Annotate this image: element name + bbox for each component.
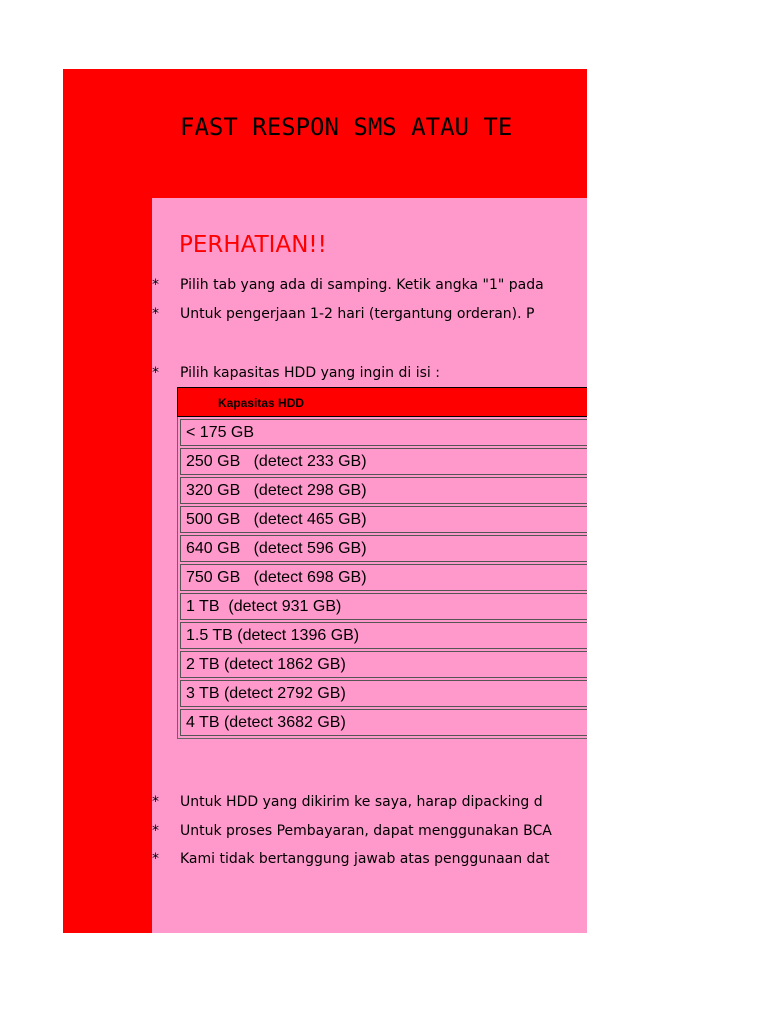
page-title: FAST RESPON SMS ATAU TE (180, 113, 513, 141)
hdd-prompt-text: Pilih kapasitas HDD yang ingin di isi : (180, 365, 440, 381)
footer-bullet-text: Untuk proses Pembayaran, dapat menggunakan BCA (180, 823, 552, 839)
table-row[interactable] (180, 680, 587, 707)
bullet-marker: * (152, 365, 159, 381)
table-row[interactable] (180, 709, 587, 736)
capacity-option: 1 TB (detect 931 GB) (186, 598, 342, 615)
capacity-option: 500 GB (detect 465 GB) (186, 511, 367, 528)
bullet-marker: * (152, 306, 159, 322)
table-row[interactable] (180, 535, 587, 562)
intro-bullet-text: Pilih tab yang ada di samping. Ketik angka "1" pada (180, 277, 544, 293)
capacity-option: 2 TB (detect 1862 GB) (186, 656, 346, 673)
table-row[interactable] (180, 564, 587, 591)
attention-heading: PERHATIAN!! (179, 232, 327, 258)
bullet-marker: * (152, 277, 159, 293)
table-row[interactable] (180, 593, 587, 620)
capacity-option: 3 TB (detect 2792 GB) (186, 685, 346, 702)
table-row[interactable] (180, 419, 587, 446)
capacity-option: 250 GB (detect 233 GB) (186, 453, 367, 470)
table-row[interactable] (180, 651, 587, 678)
table-row[interactable] (180, 622, 587, 649)
table-header (177, 387, 587, 417)
capacity-option: 750 GB (detect 698 GB) (186, 569, 367, 586)
capacity-option: < 175 GB (186, 424, 255, 441)
table-header-label: Kapasitas HDD (218, 396, 305, 410)
capacity-option: 320 GB (detect 298 GB) (186, 482, 367, 499)
capacity-option: 1.5 TB (detect 1396 GB) (186, 627, 360, 644)
footer-bullet-text: Untuk HDD yang dikirim ke saya, harap dipacking d (180, 794, 543, 810)
bullet-marker: * (152, 851, 159, 867)
footer-bullet-text: Kami tidak bertanggung jawab atas penggunaan dat (180, 851, 550, 867)
document-sheet (63, 69, 587, 933)
table-row[interactable] (180, 477, 587, 504)
table-row[interactable] (180, 448, 587, 475)
bullet-marker: * (152, 794, 159, 810)
intro-bullet-text: Untuk pengerjaan 1-2 hari (tergantung orderan). P (180, 306, 535, 322)
capacity-option: 4 TB (detect 3682 GB) (186, 714, 346, 731)
capacity-option: 640 GB (detect 596 GB) (186, 540, 367, 557)
bullet-marker: * (152, 823, 159, 839)
table-body (177, 417, 587, 739)
table-row[interactable] (180, 506, 587, 533)
